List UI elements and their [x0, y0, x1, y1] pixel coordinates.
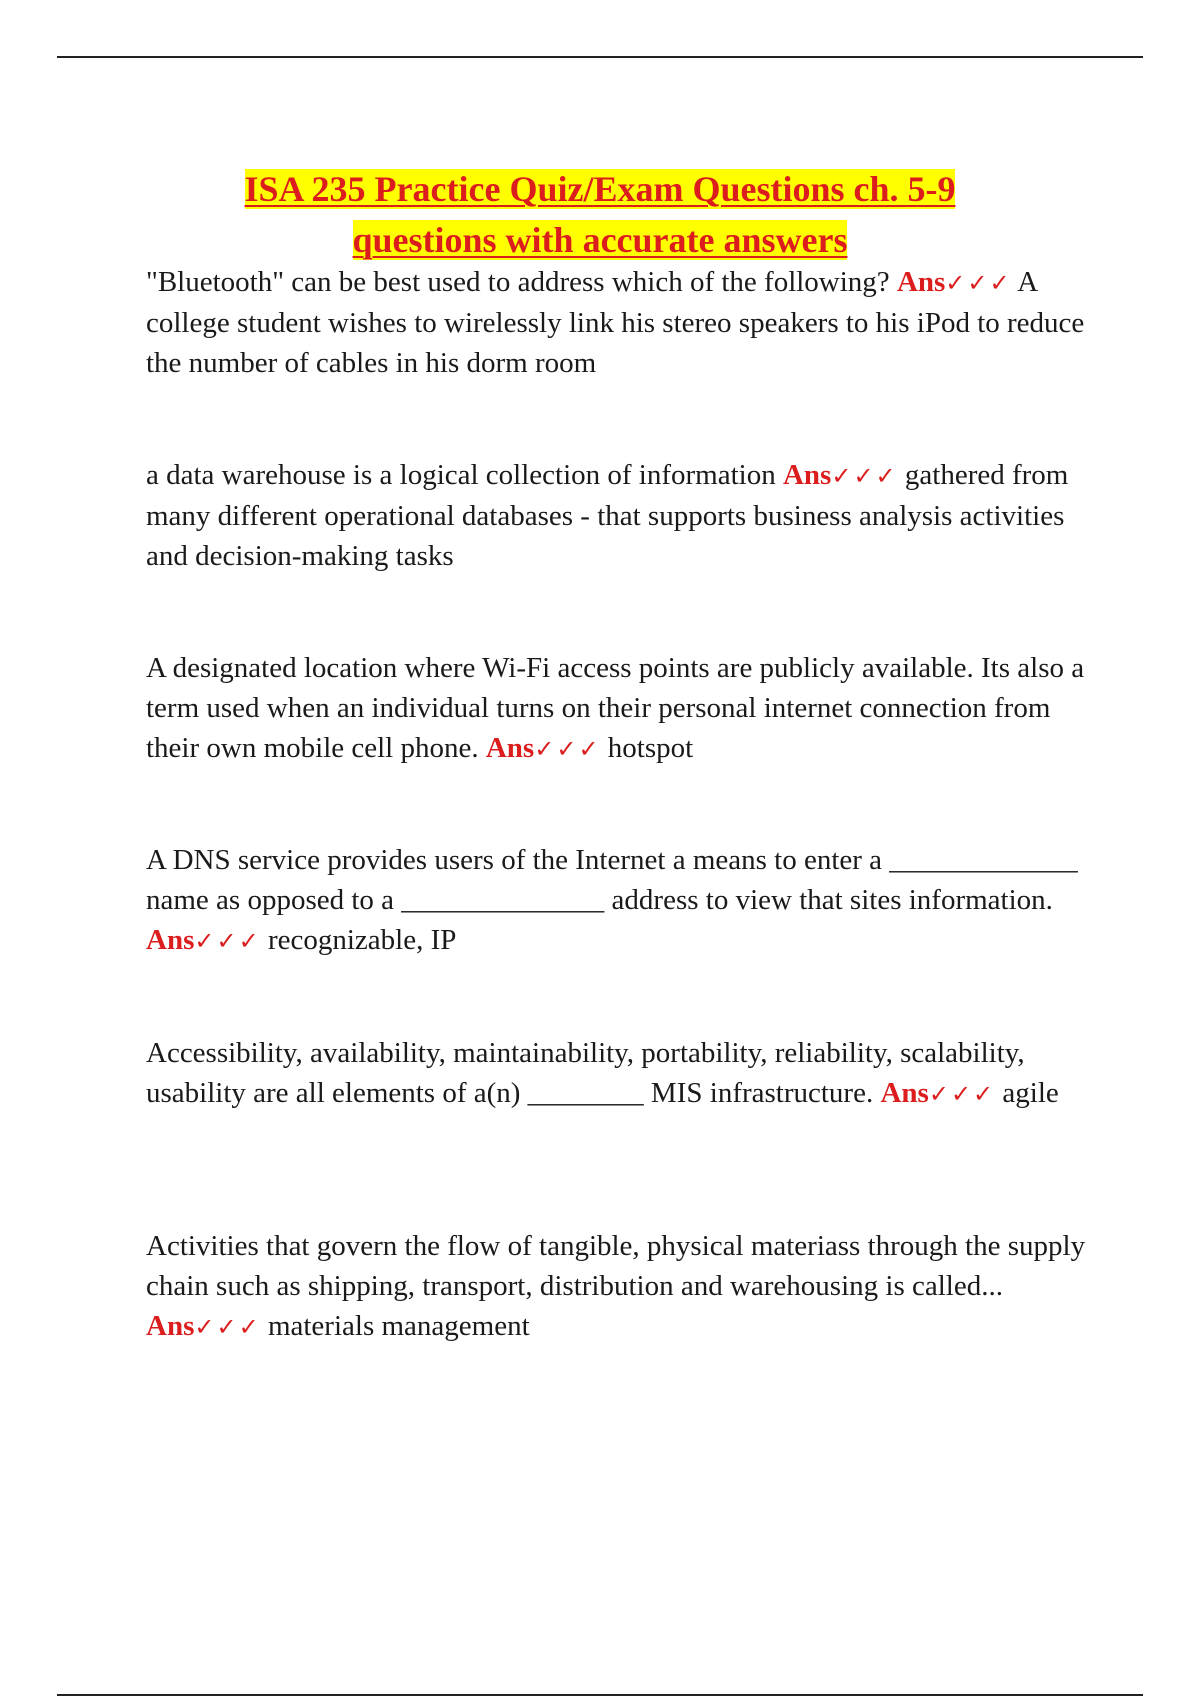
- checkmarks-icon: ✓✓✓: [831, 462, 898, 490]
- answer-text: recognizable, IP: [267, 924, 457, 956]
- answer-label: Ans: [485, 732, 535, 764]
- document-title: [100, 164, 1100, 266]
- footer-rule: [57, 1694, 1143, 1696]
- question-text: a data warehouse is a logical collection of information: [146, 459, 776, 491]
- header-rule: [57, 56, 1143, 58]
- question-text: A designated location where Wi-Fi access points are publicly available. Its also a term used when an individual turns on their personal internet connection from their own mobile cell phone.: [146, 652, 1085, 764]
- checkmarks-icon: ✓✓✓: [928, 1080, 996, 1108]
- answer-text: materials management: [267, 1310, 530, 1342]
- answer-label: Ans: [782, 459, 832, 491]
- question-text: Accessibility, availability, maintainability, portability, reliability, scalability, usability are all elements of a(n) ________ MIS infrastructure.: [146, 1037, 1025, 1109]
- answer-label: Ans: [146, 1310, 195, 1342]
- qa-item: [146, 648, 1086, 769]
- qa-item: [146, 1226, 1086, 1347]
- question-text: Activities that govern the flow of tangible, physical materiass through the supply chain such as shipping, transport, distribution and warehousing is called...: [146, 1230, 1086, 1302]
- qa-item: [146, 1033, 1086, 1114]
- question-text: A DNS service provides users of the Internet a means to enter a _____________ name as opposed to a ______________ address to view that sites information.: [146, 844, 1078, 916]
- answer-label: Ans: [880, 1077, 929, 1109]
- checkmarks-icon: ✓✓✓: [194, 927, 261, 955]
- answer-label: Ans: [146, 924, 195, 956]
- title-line-1: ISA 235 Practice Quiz/Exam Questions ch. 5-9: [244, 169, 956, 210]
- checkmarks-icon: ✓✓✓: [945, 269, 1012, 297]
- answer-text: gathered from many different operational databases - that supports business analysis activities and decision-making tasks: [146, 459, 1069, 572]
- qa-item: [146, 262, 1086, 383]
- checkmarks-icon: ✓✓✓: [534, 735, 601, 763]
- qa-item: [146, 840, 1086, 961]
- answer-text: A college student wishes to wirelessly link his stereo speakers to his iPod to reduce the number of cables in his dorm room: [146, 266, 1085, 379]
- question-text: "Bluetooth" can be best used to address which of the following?: [146, 266, 890, 298]
- answer-label: Ans: [896, 266, 946, 298]
- title-line-2: questions with accurate answers: [352, 220, 848, 261]
- answer-text: agile: [1002, 1077, 1059, 1109]
- qa-item: [146, 455, 1086, 576]
- checkmarks-icon: ✓✓✓: [194, 1313, 261, 1341]
- answer-text: hotspot: [607, 732, 694, 764]
